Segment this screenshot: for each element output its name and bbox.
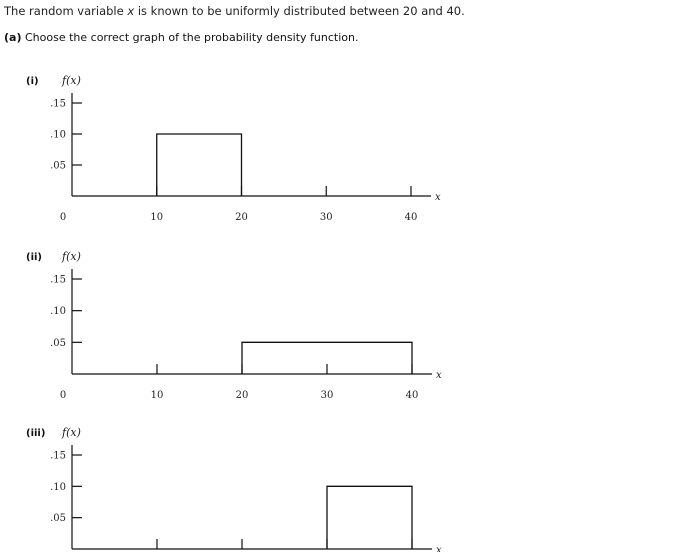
x-tick-label: 30: [320, 390, 334, 401]
y-axis-label: f(x): [62, 250, 81, 263]
y-tick-label: .05: [50, 337, 66, 349]
x-axis-name: x: [435, 192, 441, 203]
x-axis-name: x: [436, 545, 442, 552]
y-tick-label: .15: [50, 98, 66, 110]
y-tick-label: .10: [50, 129, 66, 141]
part-label: (a): [4, 31, 22, 44]
y-tick-label: .10: [50, 481, 66, 493]
x-tick-label: 0: [59, 212, 67, 223]
x-axis-name: x: [436, 370, 442, 381]
x-tick-label: 40: [404, 212, 418, 223]
y-tick-label: .05: [50, 513, 66, 525]
density-rectangle: [157, 134, 242, 196]
x-tick-label: 40: [405, 390, 419, 401]
y-axis-label: f(x): [62, 74, 81, 87]
intro-before: The random variable: [4, 4, 128, 18]
y-axis-label: f(x): [62, 426, 81, 439]
y-tick-label: .15: [50, 274, 66, 286]
density-rectangle: [327, 486, 412, 549]
option-label: (i): [26, 76, 39, 87]
x-tick-label: 20: [235, 390, 249, 401]
x-tick-label: 0: [59, 390, 67, 401]
intro-variable: x: [127, 4, 135, 18]
graph-option-3: [26, 426, 442, 552]
y-tick-label: .05: [50, 160, 66, 172]
option-label: (iii): [26, 428, 46, 439]
part-text: Choose the correct graph of the probability density function.: [24, 31, 359, 44]
intro-after: is known to be uniformly distributed between 20 and 40.: [134, 4, 465, 18]
graph-option-1: [26, 74, 441, 223]
y-tick-label: .10: [50, 306, 66, 318]
x-tick-label: 20: [235, 212, 248, 223]
graph-option-2: [26, 250, 442, 401]
y-tick-label: .15: [50, 450, 66, 462]
option-label: (ii): [26, 252, 42, 263]
x-tick-label: 10: [150, 390, 164, 401]
x-tick-label: 30: [319, 212, 333, 223]
x-tick-label: 10: [150, 212, 164, 223]
